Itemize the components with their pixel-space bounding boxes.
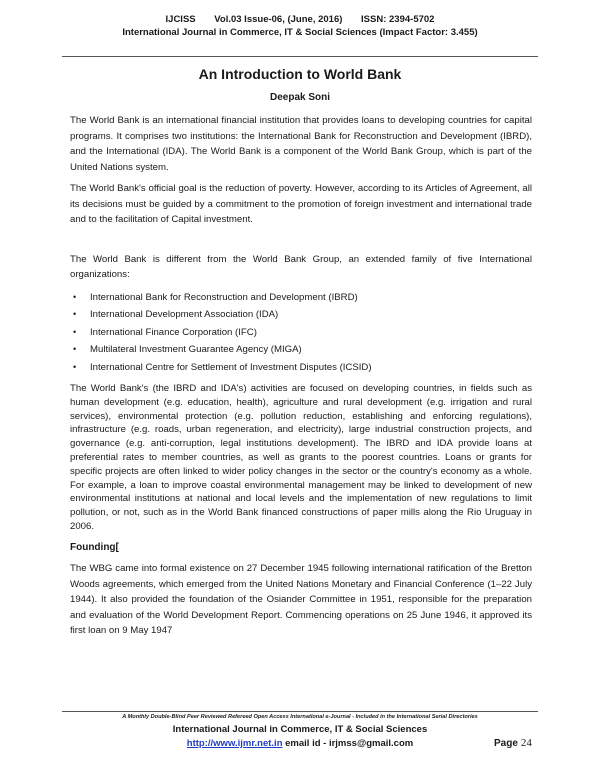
paragraph-activities: The World Bank's (the IBRD and IDA's) activities are focused on developing countries, in fields such as human development (e.g. education, health), agriculture and rural development (e.g. irrigation and rural services), environmental protection (e.g. pollution reduction, establishing and enforcing regulations), infrastructure (e.g. roads, urban regeneration, and electricity), large industrial construction projects, and governance (e.g. anti-corruption, legal institutions development). The IBRD and IDA provide loans at preferential rates to member countries, as well as grants to the poorest countries. Loans or grants for specific projects are often linked to wider policy changes in the sector or the country's economy as a whole. For example, a loan to improve coastal environmental management may be linked to development of new environmental institutions at national and local levels and the implementation of new regulations to limit pollution, or not, such as in the World Bank financed constructions of paper mills along the Rio Uruguay in 2006. [70, 383, 532, 532]
list-item-text: International Finance Corporation (IFC) [90, 326, 257, 338]
organization-list [70, 289, 532, 377]
list-item-text: International Centre for Settlement of Investment Disputes (ICSID) [90, 361, 372, 373]
header-line-1 [0, 13, 600, 26]
contact-email: email id - irjmss@gmail.com [285, 738, 414, 749]
volume-issue: Vol.03 Issue-06, (June, 2016) [214, 14, 343, 25]
journal-header [0, 13, 600, 39]
bullet-icon: • [73, 309, 77, 319]
list-item-text: Multilateral Investment Guarantee Agency (MIGA) [90, 344, 302, 355]
journal-full-name: International Journal in Commerce, IT & Social Sciences (Impact Factor: 3.455) [122, 27, 478, 38]
footer-divider [62, 711, 538, 712]
header-divider [62, 56, 538, 57]
list-item [70, 306, 532, 324]
bullet-icon: • [73, 291, 77, 302]
bullet-icon: • [73, 344, 77, 354]
section-heading-founding: Founding[ [70, 541, 119, 553]
page-label: Page [494, 738, 518, 749]
list-item [70, 289, 532, 307]
journal-abbreviation: IJCISS [165, 14, 196, 25]
article-title: An Introduction to World Bank [198, 66, 402, 82]
page-number-value: 24 [520, 737, 532, 749]
paragraph-group: The World Bank is different from the World Bank Group, an extended family of five International organizations: [70, 253, 532, 280]
list-item [70, 359, 532, 377]
list-item [70, 324, 532, 342]
article-author: Deepak Soni [269, 92, 331, 103]
spacer [70, 234, 532, 252]
paragraph-founding: The WBG came into formal existence on 27 December 1945 following international ratification of the Bretton Woods agreements, which emerged from the United Nations Monetary and Financial Conference (1–22 July 1944). It also provided the foundation of the Osiander Committee in 1951, responsible for the preparation and evaluation of the World Development Report. Commencing operations on 25 June 1946, it approved its first loan on 9 May 1947 [70, 563, 532, 637]
footer-description: A Monthly Double-Blind Peer Reviewed Refereed Open Access International e-Journal - Included in the International Serial Directories [122, 714, 478, 720]
page-number [494, 737, 532, 749]
list-item [70, 341, 532, 359]
list-item-text: International Bank for Reconstruction and Development (IBRD) [90, 291, 358, 303]
issn: ISSN: 2394-5702 [361, 14, 435, 25]
bullet-icon: • [73, 326, 77, 337]
list-item-text: International Development Association (IDA) [90, 309, 279, 320]
paragraph-goal: The World Bank's official goal is the reduction of poverty. However, according to its Articles of Agreement, all its decisions must be guided by a commitment to the promotion of foreign investment and international trade and to the facilitation of Capital investment. [70, 183, 532, 225]
journal-url-link[interactable]: http://www.ijmr.net.in [186, 738, 283, 749]
footer-journal-name: International Journal in Commerce, IT & Social Sciences [172, 724, 428, 735]
bullet-icon: • [73, 361, 77, 372]
paragraph-intro: The World Bank is an international financial institution that provides loans to developing countries for capital programs. It comprises two institutions: the International Bank for Reconstruction and Development (IBRD), and the International (IDA). The World Bank is a component of the World Bank Group, which is part of the United Nations system. [70, 115, 532, 173]
article-body [70, 113, 532, 645]
